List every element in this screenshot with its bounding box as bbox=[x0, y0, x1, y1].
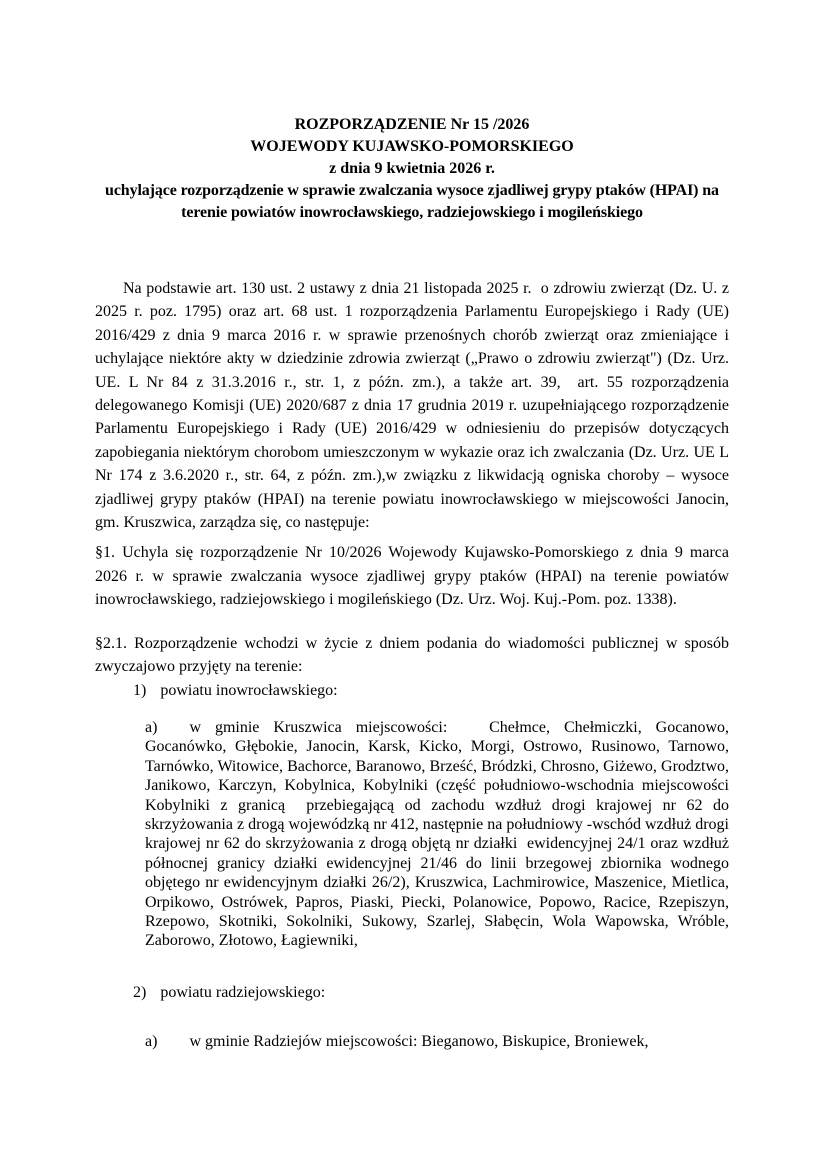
sub-item-2a-letter: a) bbox=[145, 1033, 158, 1051]
list-item-2 bbox=[133, 981, 729, 1004]
sub-item-1a-text: w gminie Kruszwica miejscowości: Chełmce, Chełmiczki, Gocanowo, Gocanówko, Głębokie, Janocin, Karsk, Kicko, Morgi, Ostrowo, Rusinowo, Tarnowo, Tarnówko, Witowice, Bachorce, Baranowo, Brześć, Bródzki, Chrosno, Giżewo, Grodztwo, Janikowo, Karczyn, Kobylnica, Kobylniki (część południowo-wschodnia miejscowości Kobylniki z granicą przebiegającą od zachodu wzdłuż drogi krajowej nr 62 do skrzyżowania z drogą wojewódzką nr 412, następnie na południowy -wschód wzdłuż drogi krajowej nr 62 do skrzyżowania z drogą objętą nr działki ewidencyjnej 24/1 oraz wzdłuż północnej granicy działki ewidencyjnej 21/46 do linii brzegowej zbiornika wodnego objętego nr ewidencyjnym działki 26/2), Kruszwica, Lachmirowice, Maszenice, Mietlica, Orpikowo, Ostrówek, Papros, Piaski, Piecki, Polanowice, Popowo, Racice, Rzepiszyn, Rzepowo, Skotniki, Sokolniki, Sukowy, Szarlej, Słabęcin, Wola Wapowska, Wróble, Zaborowo, Złotowo, Łagiewniki, bbox=[145, 718, 729, 950]
section-2-intro-paragraph: §2.1. Rozporządzenie wchodzi w życie z dniem podania do wiadomości publicznej w sposób zwyczajowo przyjęty na terenie: bbox=[95, 634, 729, 676]
list-item-1-number: 1) bbox=[133, 681, 147, 699]
list-item-2-number: 2) bbox=[133, 983, 147, 1001]
title-date: z dnia 9 kwietnia 2026 r. bbox=[329, 160, 495, 177]
title-regulation-number: ROZPORZĄDZENIE Nr 15 /2026 bbox=[294, 116, 530, 133]
sub-item-1a bbox=[145, 718, 729, 951]
list-item-1-label: powiatu inowrocławskiego: bbox=[160, 681, 338, 699]
sub-item-2a-text: w gminie Radziejów miejscowości: Bieganowo, Biskupice, Broniewek, bbox=[189, 1033, 649, 1051]
title-subject: uchylające rozporządzenie w sprawie zwalczania wysoce zjadliwej grypy ptaków (HPAI) na terenie powiatów inowrocławskiego, radziejowskiego i mogileńskiego bbox=[105, 182, 719, 221]
section-1-paragraph: §1. Uchyla się rozporządzenie Nr 10/2026 Wojewody Kujawsko-Pomorskiego z dnia 9 marca 2026 r. w sprawie zwalczania wysoce zjadliwej grypy ptaków (HPAI) na terenie powiatów inowrocławskiego, radziejowskiego i mogileńskiego (Dz. Urz. Woj. Kuj.-Pom. poz. 1338). bbox=[95, 544, 729, 609]
sub-item-1a-letter: a) bbox=[145, 718, 158, 736]
title-issuer: WOJEWODY KUJAWSKO-POMORSKIEGO bbox=[250, 138, 574, 155]
list-item-2-label: powiatu radziejowskiego: bbox=[160, 983, 326, 1001]
document-title-block bbox=[95, 114, 729, 224]
preamble-paragraph: Na podstawie art. 130 ust. 2 ustawy z dnia 21 listopada 2025 r. o zdrowiu zwierząt (Dz. U. z 2025 r. poz. 1795) oraz art. 68 ust. 1 rozporządzenia Parlamentu Europejskiego i Rady (UE) 2016/429 z dnia 9 marca 2016 r. w sprawie przenośnych chorób zwierząt oraz zmieniające i uchylające niektóre akty w dziedzinie zdrowia zwierząt („Prawo o zdrowiu zwierząt") (Dz. Urz. UE. L Nr 84 z 31.3.2016 r., str. 1, z późn. zm.), a także art. 39, art. 55 rozporządzenia delegowanego Komisji (UE) 2020/687 z dnia 17 grudnia 2019 r. uzupełniającego rozporządzenie Parlamentu Europejskiego i Rady (UE) 2016/429 w odniesieniu do przepisów dotyczących zapobiegania niektórym chorobom umieszczonym w wykazie oraz ich zwalczania (Dz. Urz. UE L Nr 174 z 3.6.2020 r., str. 64, z późn. zm.),w związku z likwidacją ogniska choroby – wysoce zjadliwej grypy ptaków (HPAI) na terenie powiatu inowrocławskiego w miejscowości Janocin, gm. Kruszwica, zarządza się, co następuje: bbox=[95, 280, 729, 532]
sub-item-2a bbox=[145, 1032, 729, 1051]
list-item-1 bbox=[133, 679, 729, 702]
